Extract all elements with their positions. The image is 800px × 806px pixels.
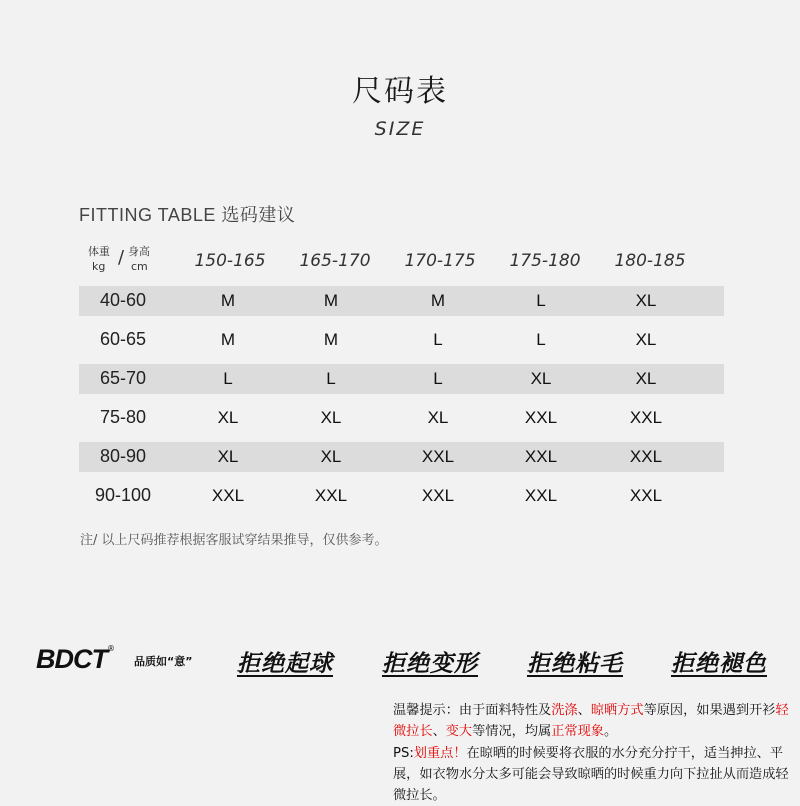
size-cell: XL [427,408,449,427]
column-header: 165-170 [299,251,371,271]
brand-slogan: 品质如“意” [134,655,193,668]
size-cell: XL [635,330,657,349]
table-row [79,325,724,355]
table-row [79,364,724,394]
tip-text: 等情况，均属 [472,724,552,740]
table-row [79,481,724,511]
axis-label [86,243,156,277]
size-cell: XXL [421,486,455,505]
size-cell: L [536,291,546,310]
size-cell: XXL [211,486,245,505]
tip-highlight: 正常现象 [551,724,604,740]
size-cell: XXL [524,408,558,427]
tip-text: 、 [577,703,591,718]
weight-unit: kg [92,260,106,273]
brand-logo [36,644,193,674]
size-cell: XXL [629,408,663,427]
size-cell: L [326,369,336,388]
weight-cell: 40-60 [99,290,147,310]
tip-highlight: 轻微拉长 [393,703,789,740]
weight-cell: 90-100 [94,485,152,505]
footnote: 注/ 以上尺码推荐根据客服试穿结果推导，仅供参考。 [80,533,388,548]
size-cell: M [323,330,339,349]
table-row [79,403,724,433]
height-label: 身高 [128,245,150,258]
size-cell: XXL [629,486,663,505]
size-cell: XXL [524,486,558,505]
table-row [79,286,724,316]
page-subtitle: SIZE [374,118,426,140]
tip-highlight: 洗涤 [551,703,578,718]
tip-text: 在晾晒的时候要将衣服的水分充分拧干，适当抻拉、平展，如衣物水分太多可能会导致晾晒的时候重力向下拉扯从而造成轻微拉长。 [393,745,789,804]
weight-cell: 60-65 [99,329,147,349]
size-cell: XL [635,369,657,388]
column-header: 170-175 [404,251,476,271]
tip-text: 等原因，如果遇到开衫 [643,703,776,718]
size-cell: L [433,330,443,349]
size-cell: M [220,291,236,310]
size-cell: XL [635,291,657,310]
weight-cell: 65-70 [99,368,147,388]
size-cell: XL [217,447,239,466]
tip-highlight: 晾晒方式 [590,703,644,718]
height-unit: cm [131,260,148,273]
size-cell: M [220,330,236,349]
tip-text: 温馨提示：由于面料特性及 [393,703,552,718]
logo-text: BDCT [36,644,107,674]
tip-text: 、 [432,724,446,740]
size-cell: XL [320,408,342,427]
size-cell: XL [530,369,552,388]
column-header: 175-180 [509,251,581,271]
weight-label: 体重 [88,245,110,258]
table-row [79,442,724,472]
section-title: FITTING TABLE 选码建议 [79,205,296,225]
feature-badge: 拒绝褪色 [671,651,767,677]
size-cell: M [323,291,339,310]
weight-cell: 75-80 [99,407,147,427]
registered-mark: ® [107,644,115,653]
feature-badge: 拒绝粘毛 [527,651,623,677]
column-header: 180-185 [614,251,686,271]
column-header: 150-165 [194,251,266,271]
tip-ps-label: PS: [393,745,414,761]
care-tips [393,700,797,806]
tip-highlight: 变大 [445,724,473,740]
size-cell: XXL [314,486,348,505]
size-cell: XL [217,408,239,427]
size-cell: L [536,330,546,349]
size-cell: XXL [524,447,558,466]
size-cell: XXL [421,447,455,466]
size-cell: XXL [629,447,663,466]
page-title: 尺码表 [352,74,448,109]
tip-text: 。 [604,724,618,740]
size-cell: L [223,369,233,388]
feature-badge: 拒绝变形 [382,651,478,677]
size-cell: L [433,369,443,388]
weight-cell: 80-90 [99,446,147,466]
axis-separator: / [118,247,125,268]
size-cell: XL [320,447,342,466]
size-cell: M [430,291,446,310]
feature-badge: 拒绝起球 [237,651,333,677]
tip-highlight: 划重点！ [413,745,467,761]
